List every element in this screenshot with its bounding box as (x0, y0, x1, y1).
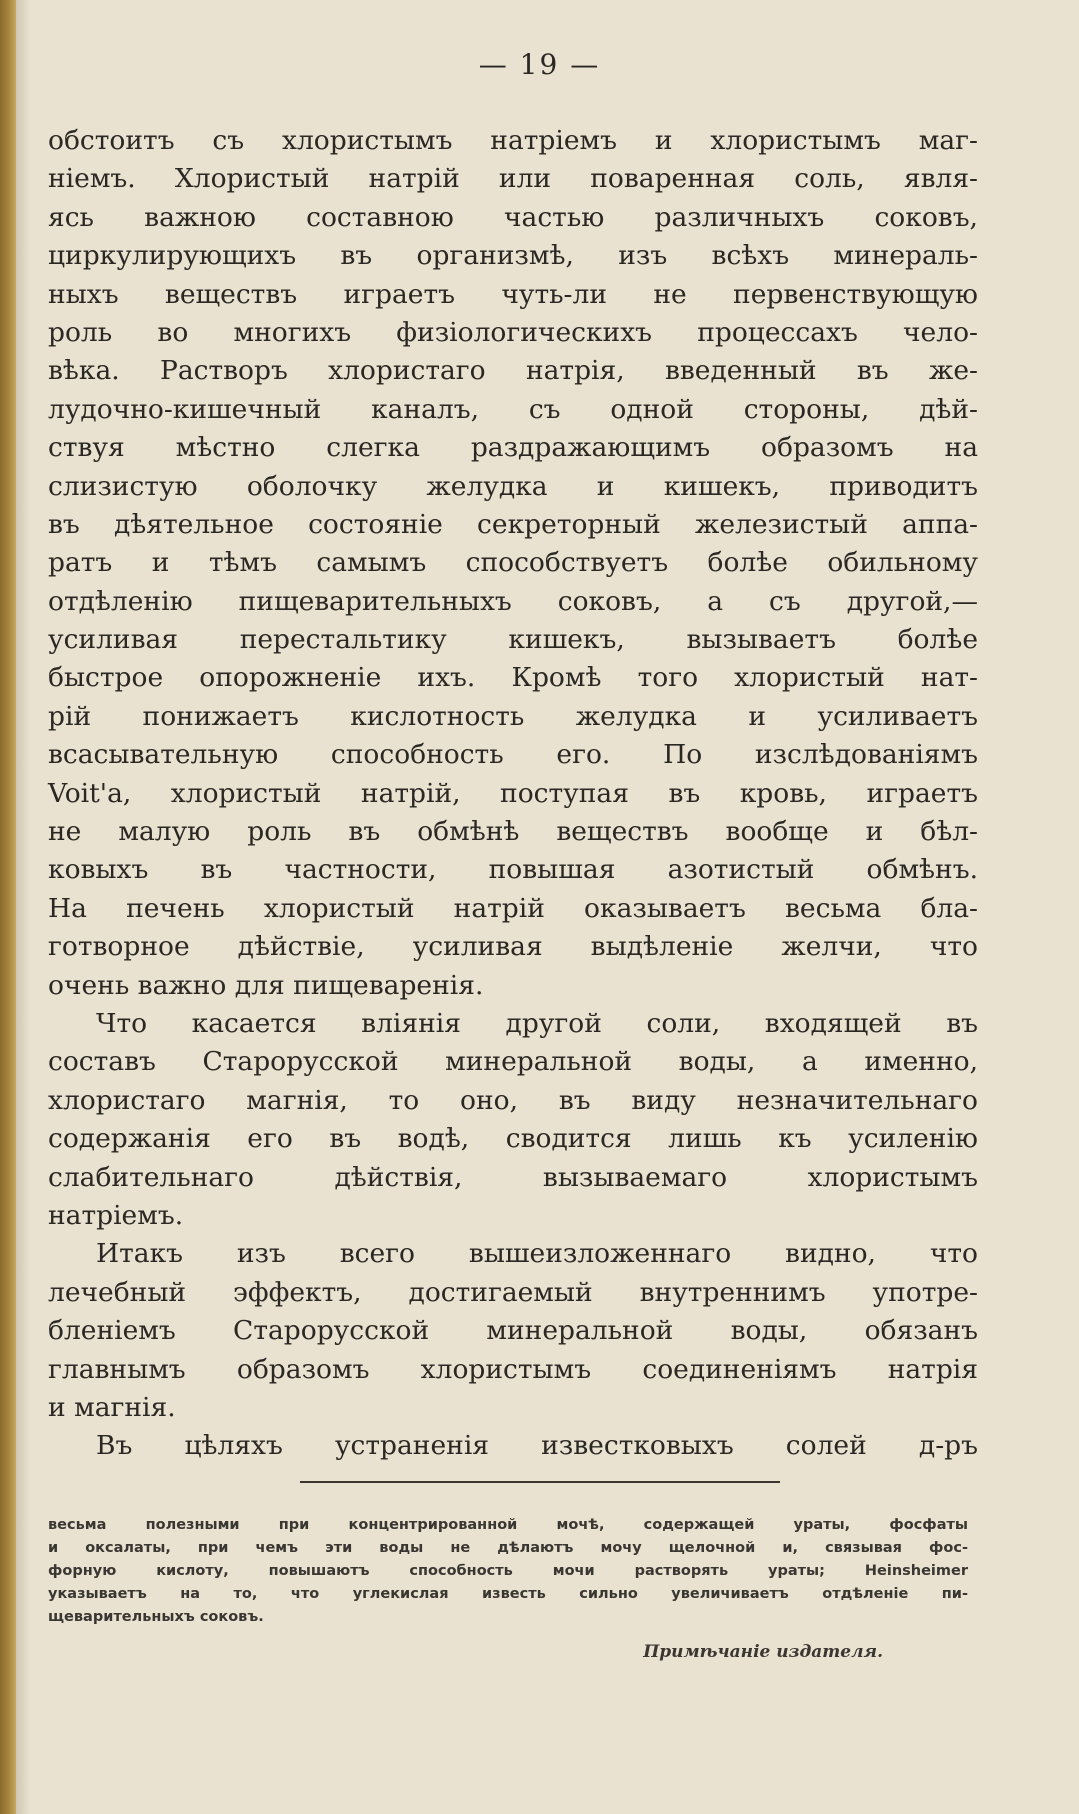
body-line: бленіемъ Старорусской минеральной воды, обязанъ (48, 1315, 978, 1347)
body-line: лечебный эффектъ, достигаемый внутреннимъ употре- (48, 1276, 978, 1308)
body-line: рій понижаетъ кислотность желудка и усиливаетъ (48, 700, 978, 732)
publisher-note: Примѣчаніе издателя. (643, 1642, 883, 1662)
binding-shadow (16, 0, 30, 1814)
body-line: слизистую оболочку желудка и кишекъ, приводитъ (48, 470, 978, 502)
body-line: ковыхъ въ частности, повышая азотистый обмѣнъ. (48, 854, 978, 886)
body-line: натріемъ. (48, 1199, 184, 1231)
body-line: вѣка. Растворъ хлористаго натрія, введенный въ же- (48, 355, 978, 387)
paragraph-start-line: Что касается вліянія другой соли, входящей въ (96, 1007, 978, 1039)
footnote-line: весьма полезными при концентрированной мочѣ, содержащей ураты, фосфаты (48, 1517, 968, 1533)
body-line: роль во многихъ физіологическихъ процессахъ чело- (48, 316, 978, 348)
body-line: ныхъ веществъ играетъ чуть-ли не первенствующую (48, 278, 978, 310)
body-line: слабительнаго дѣйствія, вызываемаго хлористымъ (48, 1161, 978, 1193)
body-line: всасывательную способность его. По изслѣдованіямъ (48, 739, 978, 771)
body-line: готворное дѣйствіе, усиливая выдѣленіе желчи, что (48, 931, 978, 963)
footnote-separator-rule (300, 1481, 780, 1483)
paragraph-start-line: Въ цѣляхъ устраненія известковыхъ солей д-ръ (96, 1430, 978, 1462)
body-line: На печень хлористый натрій оказываетъ весьма бла- (48, 892, 978, 924)
page-number: — 19 — (478, 48, 601, 81)
body-line: обстоитъ съ хлористымъ натріемъ и хлористымъ маг- (48, 125, 978, 156)
footnote-line: щеварительныхъ соковъ. (48, 1609, 264, 1625)
body-line: хлористаго магнія, то оно, въ виду незначительнаго (48, 1084, 978, 1116)
body-line: быстрое опорожненіе ихъ. Кромѣ того хлористый нат- (48, 662, 978, 694)
body-line: главнымъ образомъ хлористымъ соединеніямъ натрія (48, 1353, 978, 1385)
body-line: Voit'a, хлористый натрій, поступая въ кровь, играетъ (48, 777, 978, 809)
body-line: составъ Старорусской минеральной воды, а именно, (48, 1046, 978, 1078)
footnote-line: указываетъ на то, что углекислая известь сильно увеличиваетъ отдѣленіе пи- (48, 1586, 968, 1602)
body-line: лудочно-кишечный каналъ, съ одной стороны, дѣй- (48, 393, 978, 425)
body-line: содержанія его въ водѣ, сводится лишь къ усиленію (48, 1123, 978, 1155)
paragraph-start-line: Итакъ изъ всего вышеизложеннаго видно, что (96, 1238, 978, 1270)
body-line: ясь важною составною частью различныхъ соковъ, (48, 201, 978, 233)
body-line: не малую роль въ обмѣнѣ веществъ вообще и бѣл- (48, 816, 978, 848)
footnote-line: и оксалаты, при чемъ эти воды не дѣлаютъ мочу щелочной и, связывая фос- (48, 1540, 968, 1556)
body-line: циркулирующихъ въ организмѣ, изъ всѣхъ минераль- (48, 240, 978, 272)
book-binding-edge (0, 0, 16, 1814)
body-line: ніемъ. Хлористый натрій или поваренная соль, явля- (48, 163, 978, 195)
body-text (48, 122, 978, 1466)
body-line: ратъ и тѣмъ самымъ способствуетъ болѣе обильному (48, 547, 978, 579)
body-line: ствуя мѣстно слегка раздражающимъ образомъ на (48, 432, 978, 464)
body-line: усиливая перестальтику кишекъ, вызываетъ болѣе (48, 624, 978, 656)
footnote (48, 1514, 968, 1629)
body-line: отдѣленію пищеварительныхъ соковъ, а съ другой,— (48, 585, 978, 617)
body-line: въ дѣятельное состояніе секреторный железистый аппа- (48, 508, 978, 540)
body-line: очень важно для пищеваренія. (48, 969, 484, 1001)
footnote-line: форную кислоту, повышаютъ способность мочи растворять ураты; Heinsheimer (48, 1563, 968, 1579)
body-line: и магнія. (48, 1391, 176, 1423)
